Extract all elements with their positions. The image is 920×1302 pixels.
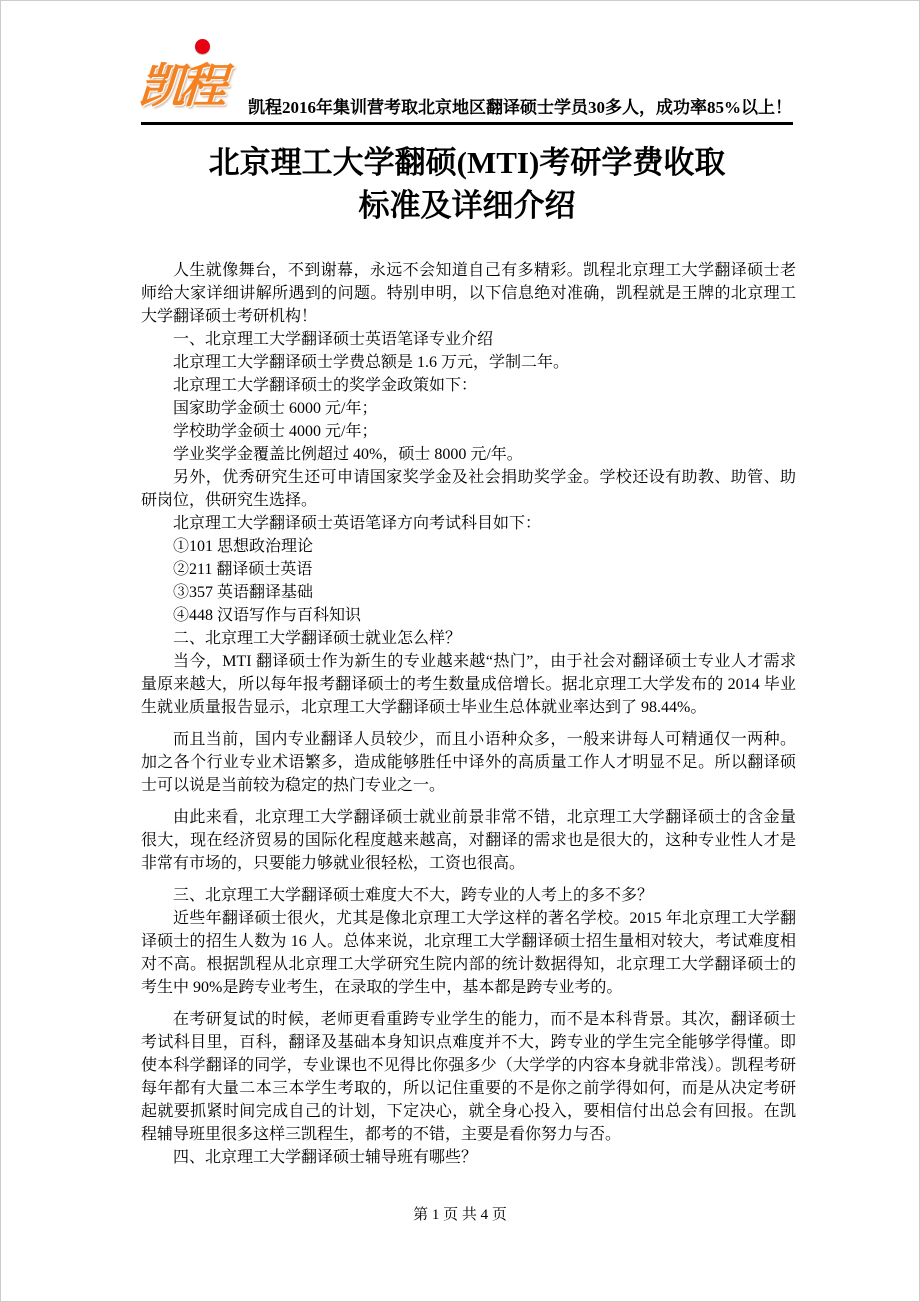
paragraph-18: 三、北京理工大学翻译硕士难度大不大，跨专业的人考上的多不多？	[173, 887, 654, 904]
paragraph-14: 二、北京理工大学翻译硕士就业怎么样？	[173, 630, 462, 647]
paragraph-19: 近些年翻译硕士很火，尤其是像北京理工大学这样的著名学校。2015 年北京理工大学翻译硕士的招生人数为 16 人。总体来说，北京理工大学翻译硕士招生量相对较大，考试难度相对不高。根据凯程从北京理工大学研究生院内部的统计数据得知，北京理工大学翻译硕士的考生中 90%是跨专业考生，在录取的学生中，基本都是跨专业考的。	[141, 910, 796, 996]
paragraph-6: 学校助学金硕士 4000 元/年；	[173, 423, 378, 440]
kaicheng-logo	[136, 39, 239, 119]
paragraph-21: 四、北京理工大学翻译硕士辅导班有哪些？	[173, 1149, 478, 1166]
paragraph-5: 国家助学金硕士 6000 元/年；	[173, 400, 378, 417]
header-slogan: 凯程2016年集训营考取北京地区翻译硕士学员30多人，成功率85%以上！	[248, 98, 792, 117]
paragraph-17: 由此来看，北京理工大学翻译硕士就业前景非常不错，北京理工大学翻译硕士的含金量很大，现在经济贸易的国际化程度越来越高，对翻译的需求也是很大的，这种专业性人才是非常有市场的，只要能力够就业很轻松，工资也很高。	[141, 809, 796, 872]
paragraph-4: 北京理工大学翻译硕士的奖学金政策如下：	[173, 377, 478, 394]
paragraph-2: 一、北京理工大学翻译硕士英语笔译专业介绍	[173, 331, 494, 348]
header-divider	[141, 122, 793, 125]
title-line-1: 北京理工大学翻硕(MTI)考研学费收取	[208, 145, 726, 180]
paragraph-3: 北京理工大学翻译硕士学费总额是 1.6 万元，学制二年。	[173, 354, 570, 371]
page-footer	[1, 1203, 919, 1224]
paragraph-20: 在考研复试的时候，老师更看重跨专业学生的能力，而不是本科背景。其次，翻译硕士考试科目里，百科，翻译及基础本身知识点难度并不大，跨专业的学生完全能够学得懂。即使本科学翻译的同学，专业课也不见得比你强多少（大学学的内容本身就非常浅）。凯程考研每年都有大量二本三本学生考取的，所以记住重要的不是你之前学得如何，而是从决定考研起就要抓紧时间完成自己的计划，下定决心，就全身心投入，要相信付出总会有回报。在凯程辅导班里很多这样三凯程生，都考的不错，主要是看你努力与否。	[141, 1011, 796, 1143]
paragraph-13: ④448 汉语写作与百科知识	[173, 607, 362, 624]
paragraph-16: 而且当前，国内专业翻译人员较少，而且小语种众多，一般来讲每人可精通仅一两种。加之各个行业专业术语繁多，造成能够胜任中译外的高质量工作人才明显不足。所以翻译硕士可以说是当前较为稳定的热门专业之一。	[141, 731, 796, 794]
paragraph-11: ②211 翻译硕士英语	[173, 561, 313, 578]
paragraph-7: 学业奖学金覆盖比例超过 40%，硕士 8000 元/年。	[173, 446, 523, 463]
paragraph-12: ③357 英语翻译基础	[173, 584, 314, 601]
paragraph-1: 人生就像舞台，不到谢幕，永远不会知道自己有多精彩。凯程北京理工大学翻译硕士老师给大家详细讲解所遇到的问题。特别申明，以下信息绝对准确，凯程就是王牌的北京理工大学翻译硕士考研机构！	[141, 262, 796, 325]
paragraph-8: 另外，优秀研究生还可申请国家奖学金及社会捐助奖学金。学校还设有助教、助管、助研岗位，供研究生选择。	[141, 469, 796, 509]
page-number: 第 1 页 共 4 页	[413, 1207, 507, 1223]
paragraph-9: 北京理工大学翻译硕士英语笔译方向考试科目如下：	[173, 515, 542, 532]
title-line-2: 标准及详细介绍	[358, 188, 576, 223]
paragraph-10: ①101 思想政治理论	[173, 538, 314, 555]
document-body	[141, 259, 796, 1169]
paragraph-15: 当今，MTI 翻译硕士作为新生的专业越来越“热门”，由于社会对翻译硕士专业人才需求量原来越大，所以每年报考翻译硕士的考生数量成倍增长。据北京理工大学发布的 2014 毕业生就业质量报告显示，北京理工大学翻译硕士毕业生总体就业率达到了 98.44%。	[141, 653, 796, 716]
page-title	[135, 141, 799, 227]
logo-text: 凯程	[136, 59, 223, 114]
